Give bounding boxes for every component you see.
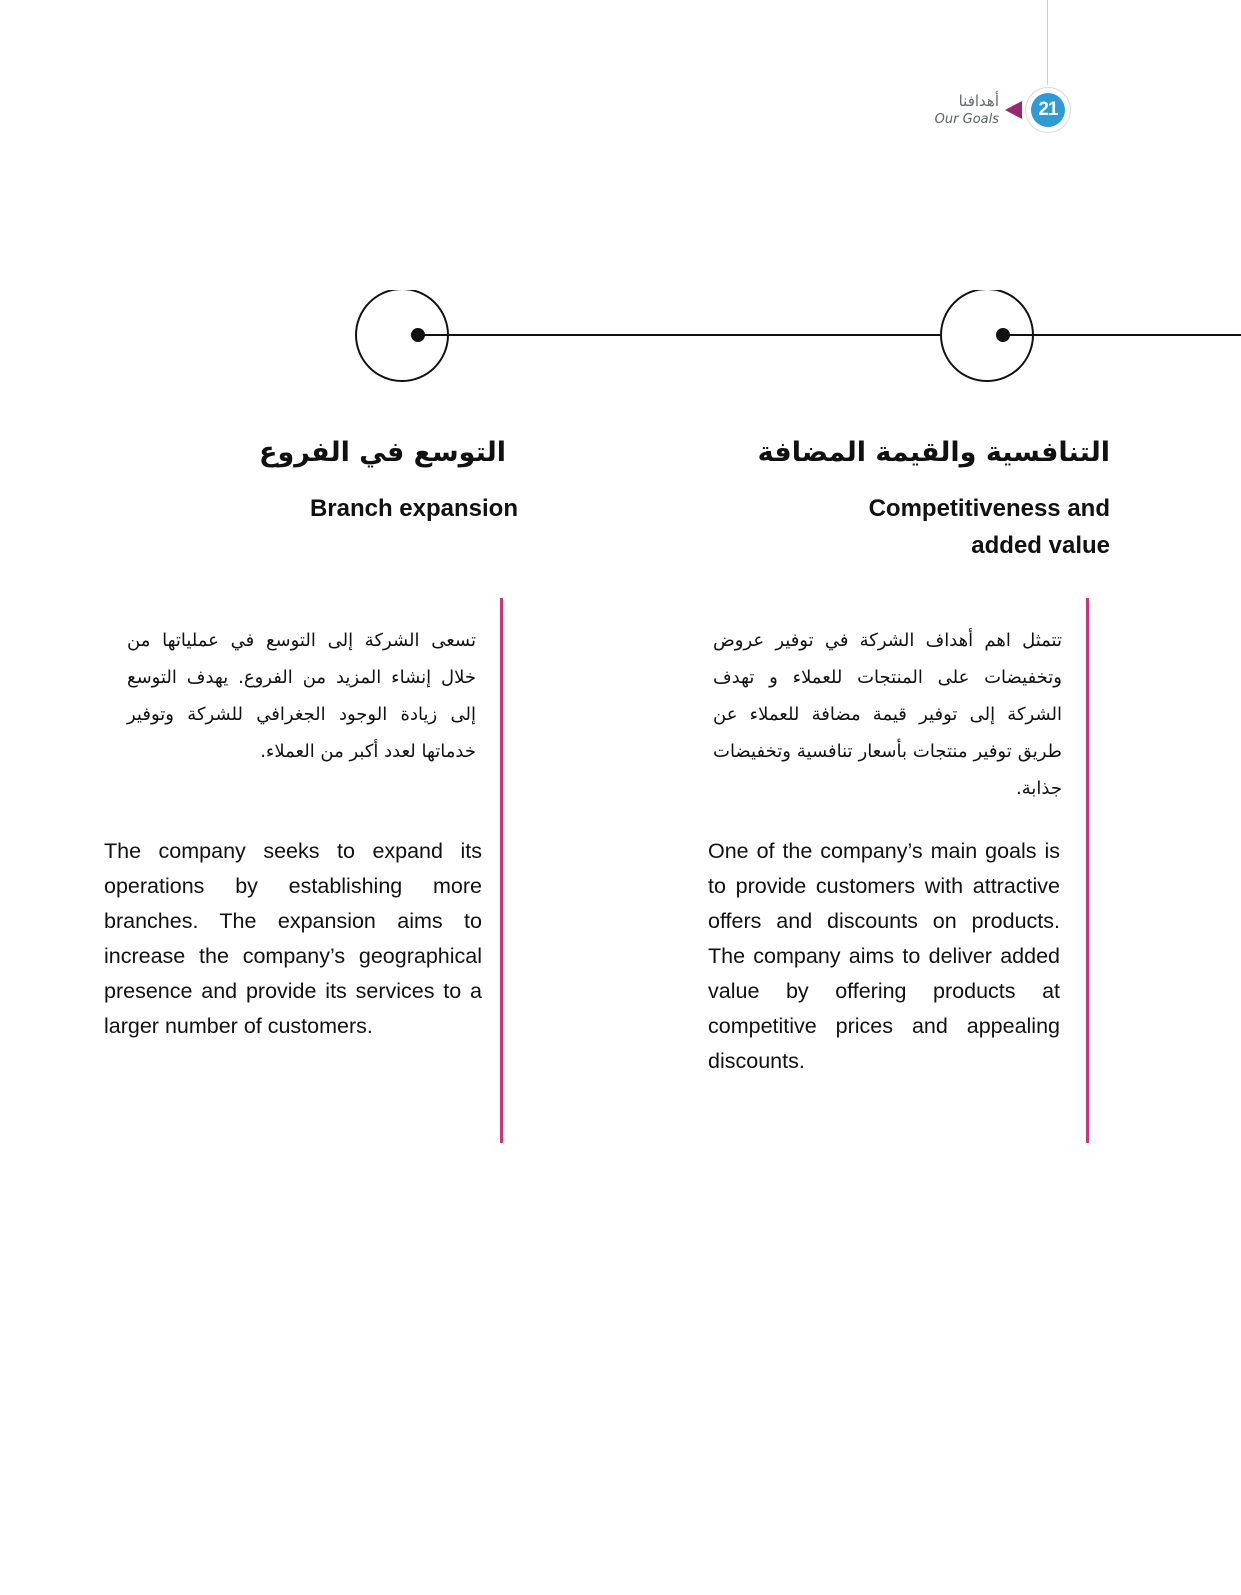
section-label <box>935 94 999 126</box>
page-number: 21 <box>1031 93 1065 127</box>
top-divider-line <box>1047 0 1048 85</box>
goal-title-arabic: التوسع في الفروع <box>259 437 506 468</box>
goal-description-english: The company seeks to expand its operations by establishing more branches. The expansion aims to increase the company’s geographical presence and provide its services to a larger number of customers. <box>104 839 482 1038</box>
goal-competitiveness <box>700 430 1110 564</box>
goal-title-english-line1: Competitiveness and <box>868 495 1110 522</box>
goals-timeline <box>0 290 1241 390</box>
goal-title-arabic: التنافسية والقيمة المضافة <box>757 437 1110 468</box>
section-title-arabic: أهدافنا <box>958 92 999 110</box>
goal-title-english-line2: added value <box>971 532 1110 559</box>
section-title-english: Our Goals <box>934 112 999 127</box>
goal-description-arabic: تسعى الشركة إلى التوسع في عملياتها من خلال إنشاء المزيد من الفروع. يهدف التوسع إلى زيادة الوجود الجغرافي للشركة وتوفير خدماتها لعدد أكبر من العملاء. <box>127 630 476 762</box>
accent-bar-left <box>500 598 503 1143</box>
goal-title-english <box>700 490 1110 564</box>
accent-bar-right <box>1086 598 1089 1143</box>
page-number-badge <box>1025 87 1071 133</box>
goal-title-english: Branch expansion <box>309 495 518 522</box>
goal-description-english: One of the company’s main goals is to provide customers with attractive offers and discounts on products. The company aims to deliver added value by offering products at competitive prices and appealing discounts. <box>708 839 1060 1073</box>
section-header <box>935 85 1071 135</box>
pointer-arrow-icon <box>1005 101 1022 119</box>
goal-branch-expansion <box>100 430 518 527</box>
goal-description-arabic: تتمثل اهم أهداف الشركة في توفير عروض وتخفيضات على المنتجات للعملاء و تهدف الشركة إلى توفير قيمة مضافة للعملاء عن طريق توفير منتجات بأسعار تنافسية وتخفيضات جذابة. <box>713 630 1062 799</box>
